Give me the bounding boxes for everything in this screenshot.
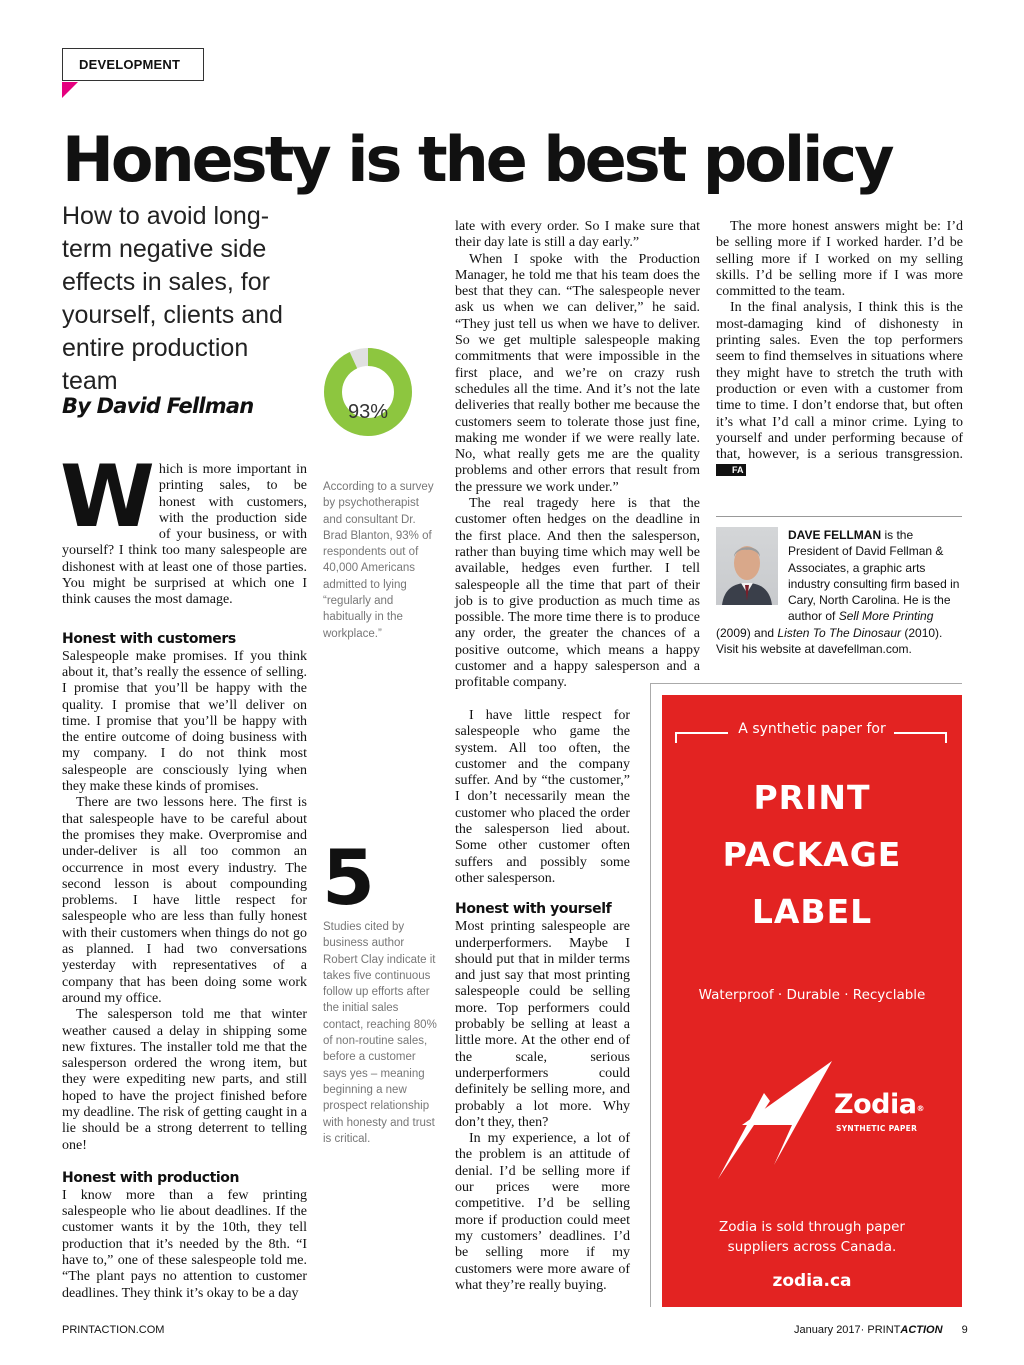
ad-url-link[interactable]: zodia.ca: [772, 1271, 852, 1291]
ad-line-label: LABEL: [751, 892, 873, 931]
paragraph: late with every order. So I make sure that their day late is still a day early.”: [455, 219, 700, 251]
bio-author-name: DAVE FELLMAN: [788, 528, 882, 542]
footer-mag-name-a: PRINT: [867, 1324, 901, 1336]
paragraph: The real tragedy here is that the customer often hedges on the deadline in the first place. And then the salesperson, rather than buying time which may well be available, hedges even further. I tell salespeople all the time that part of their job is to give production as much time as possible. The more time there is to produce any order, the greater the chances of a positive outcome, which means a happy customer and a happy salesperson and a profitable company.: [455, 496, 700, 691]
paragraph: In my experience, a lot of the problem is an attitude of denial. I’d be selling more if our prices were more competitive. I’d be selling more if production could meet my customers’ deadlines. I’d be selling more if my customers were more aware of what they’re really buying.: [455, 1131, 630, 1293]
subhead-honest-with-production: Honest with production: [62, 1169, 240, 1186]
section-tag: DEVELOPMENT: [62, 48, 204, 81]
ad-kicker: A synthetic paper for: [738, 721, 886, 737]
paragraph: When I spoke with the Production Manager, he told me that his team does the best that they can. “The salespeople never ask us when we can deliver,” he said. “They just tell us when we have to deliver. So we get multiple salespeople making commitments that were impossible in the first place, and we’re on crazy rush schedules all the time. And it’s not the late deliveries that really bother me because the customers seem to tolerate those just fine, making me wonder if we were really late. No, what really gets me are the quality problems and other errors that result from the pressure we work under.”: [455, 251, 700, 495]
tag-corner-accent: [62, 82, 78, 98]
bio-text: (2009) and: [716, 625, 778, 640]
end-mark: FA: [716, 464, 746, 476]
paragraph: [716, 300, 963, 479]
footer-issue: [794, 1324, 968, 1336]
paragraph: The more honest answers might be: I’d be selling more if I worked harder. I’d be selling more if I worked on my selling skills. I’d be selling more if I was more committed to the team.: [716, 219, 963, 300]
bio-divider: [716, 516, 962, 517]
stat-caption-follow-up: Studies cited by business author Robert Clay indicate it takes five continuous follow up efforts after the initial sales contact, reaching 80% of non-routine sales, before a customer says yes – meaning beginning a new prospect relationship with honesty and trust is critical.: [323, 921, 437, 1145]
zodia-logo-mark-icon: [712, 1061, 852, 1179]
zodia-brand-sub: SYNTHETIC PAPER: [836, 1124, 918, 1133]
donut-percent-label: 93%: [347, 401, 389, 423]
stat-caption-survey: According to a survey by psychotherapist and consultant Dr. Brad Blanton, 93% of respondents out of 40,000 Americans admitted to lying “regularly and habitually in the workplace.”: [323, 481, 434, 640]
paragraph: I have little respect for salespeople who game the system. All too often, the customer and the company suffer. And by “the customer,” I don’t necessarily mean the customer who placed the order the salesperson lied about. Some other customer often suffers and possibly some other salesperson.: [455, 708, 630, 886]
article-byline: By David Fellman: [62, 394, 254, 418]
paragraph: The salesperson told me that winter weather caused a delay in shipping some new fixtures. The installer told me that the salesperson ordered the wrong item, but they were expediting new parts, and still hoped to have the project finished before my deadline. The risk of getting caught in a lie should be a strong deterrent to telling one!: [62, 1007, 307, 1153]
bio-book-title: Sell More Printing: [838, 609, 934, 624]
ad-line-package: PACKAGE: [722, 835, 902, 874]
footer-mag-name-b: ACTION: [900, 1324, 943, 1336]
paragraph: Salespeople make promises. If you think about it, that’s really the essence of selling. I promise that you’ll be happy with the quality. I promise that we’ll deliver on time. I promise that you’ll be happy with the entire outcome of doing business with my company. I do not think most salespeople are consciously lying when they make these kinds of promises.: [62, 648, 307, 795]
stat-donut-chart: [322, 346, 414, 438]
author-photo: [716, 527, 778, 605]
article-headline: Honesty is the best policy: [62, 123, 892, 196]
zodia-advertisement[interactable]: [662, 695, 962, 1307]
drop-cap: W: [60, 447, 151, 547]
ad-tagline: Zodia is sold through paper suppliers across Canada.: [719, 1219, 905, 1255]
paragraph: There are two lessons here. The first is that salespeople have to be careful about the promises they make. Overpromise and under-deliver is all too common an occurrence in most every industry. The second lesson is about compounding problems. I have little respect for salespeople who are less than fully honest with their customers when things do not go as planned. I had two conversations yesterday with representatives of a company that has been doing some work around my office.: [62, 795, 307, 1006]
bio-text: is the President of David Fellman & Associates, a graphic arts industry consulting firm based in Cary, North Carolina. He is the author of: [788, 528, 960, 624]
bio-book-title: Listen To The Dinosaur: [777, 625, 902, 640]
article-column-4: [716, 219, 963, 480]
zodia-brand-name: Zodia: [834, 1089, 917, 1120]
paragraph: Most printing salespeople are underperformers. Maybe I should put that in milder terms and just say that most printing salespeople could be selling more. Top performers could probably be selling at least a little more. At the other end of the scale, serious underperformers could definitely be selling more, and probably a lot more. Why don’t they, then?: [455, 919, 630, 1130]
paragraph-text: In the final analysis, I think this is the most-damaging kind of dishonesty in printing sales. Even the top performers seem to find themselves in situations where they might have to stretch the truth with production or even with a customer from time to time. I don’t endorse that, but often it’s what I’d call a minor crime. Lying to yourself and under performing because of that, however, is a serious transgression.: [716, 300, 963, 463]
page-number: 9: [961, 1324, 968, 1336]
article-deck: How to avoid long-term negative side effects in sales, for yourself, clients and entire production team: [62, 202, 283, 395]
footer-date: January 2017·: [794, 1324, 865, 1336]
article-column-3: [455, 219, 700, 692]
bio-text: (2010). Visit his website at davefellman.com.: [716, 625, 943, 657]
article-column-3-lower: [455, 708, 630, 1294]
author-portrait-icon: [716, 527, 778, 605]
ad-features: Waterproof · Durable · Recyclable: [698, 987, 926, 1003]
intro-paragraph: hich is more important in printing sales, to be honest with customers, with the production side of your business, or with yourself? I think too many salespeople are dishonest with at least one of those parties. You might be surprised at which one I think causes the most damage.: [62, 462, 307, 608]
footer-site: PRINTACTION.COM: [62, 1324, 165, 1336]
paragraph: I know more than a few printing salespeople who lie about deadlines. If the customer wants it by the 10th, they tell production that it’s needed by the 8th. “I have to,” one of these salespeople told me. “The plant pays no attention to customer deadlines. They think it’s okay to be a day: [62, 1187, 307, 1301]
subhead-honest-with-yourself: Honest with yourself: [455, 901, 612, 918]
subhead-honest-with-customers: Honest with customers: [62, 630, 236, 647]
zodia-registered-mark: ®: [916, 1104, 924, 1113]
article-column-1: [60, 447, 307, 1302]
ad-line-print: PRINT: [753, 778, 871, 817]
stat-number-five: 5: [322, 833, 375, 922]
author-bio: [716, 527, 964, 657]
